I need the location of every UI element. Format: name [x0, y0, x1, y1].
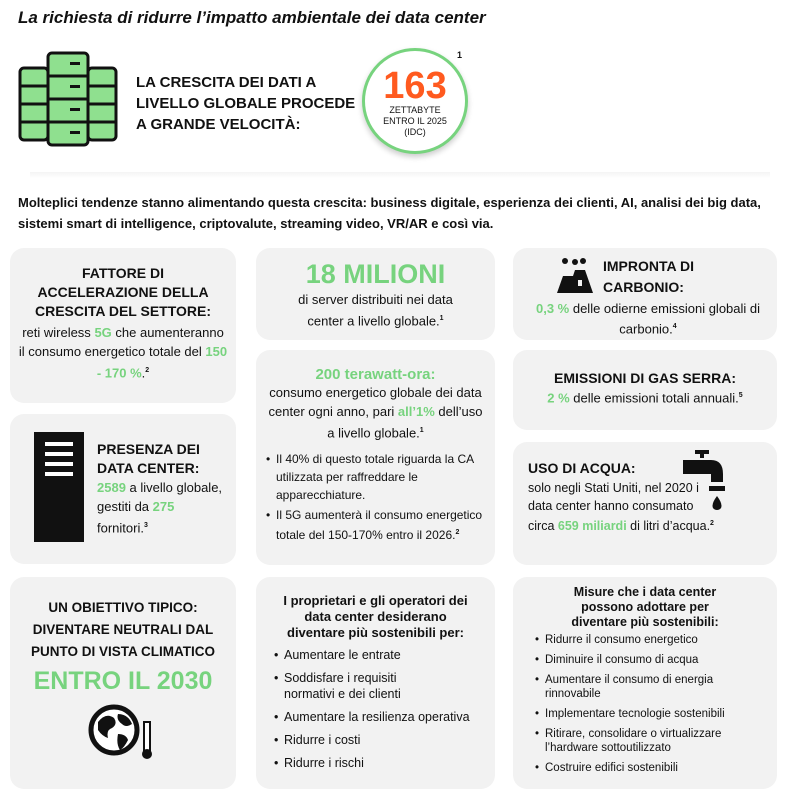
bullet-item: • Ridurre i costi: [274, 732, 477, 748]
card-text: di server distribuiti nei data center a livello globale.$^1$: [298, 292, 453, 329]
card-text: 2 % delle emissioni totali annuali.$^5$: [547, 390, 743, 406]
server-rack-icon: [18, 50, 118, 150]
bullet-item: • Ritirare, consolidare o virtualizzare l’hardware sottoutilizzato: [535, 727, 755, 755]
card-big-number: 18 MILIONI: [305, 259, 446, 289]
hero-number: 163: [383, 65, 447, 107]
card-highlight: ENTRO IL 2030: [33, 667, 213, 695]
card-text: 0,3 % delle odierne emissioni globali di carbonio.$^4$: [535, 301, 761, 337]
intro-text: Molteplici tendenze stanno alimentando questa crescita: business digitale, esperienza dei clienti, AI, analisi dei big data, sistemi smart di intelligence, criptovalute, streaming video, VR/AR e così via.: [18, 195, 761, 231]
card-title: EMISSIONI DI GAS SERRA:: [553, 370, 737, 386]
bullet-item: • Ridurre il consumo energetico: [535, 633, 755, 647]
card-fattore: [10, 248, 236, 403]
globe-thermometer-icon: [88, 702, 158, 762]
bullet-item: • Costruire edifici sostenibili: [535, 761, 755, 775]
card-misure: [513, 577, 777, 789]
bullet-item: • Implementare tecnologie sostenibili: [535, 707, 755, 721]
card-title: IMPRONTA DI CARBONIO:: [603, 258, 694, 295]
hero-circle: [362, 48, 468, 154]
bullet-item: • Ridurre i rischi: [274, 755, 477, 771]
bullet-item: • Il 40% di questo totale riguarda la CA utilizzata per raffreddare le apparecchiature.: [266, 450, 485, 504]
card-big-number: 200 terawatt-ora:: [315, 366, 436, 383]
card-server: [256, 248, 495, 340]
card-acqua: [513, 442, 777, 565]
card-obiettivo: [10, 577, 236, 789]
card-text: reti wireless 5G che aumenteranno il consumo energetico totale del 150 - 170 %.$^2$: [18, 325, 228, 381]
card-presenza: [10, 414, 236, 564]
card-text: solo negli Stati Uniti, nel 2020 i data center hanno consumato circa 659 miliardi di litri d’acqua.$^2$: [528, 481, 714, 534]
page-title: La richiesta di ridurre l’impatto ambientale dei data center: [18, 8, 486, 27]
bullet-item: • Aumentare le entrate: [274, 647, 477, 663]
bullet-item: • Aumentare la resilienza operativa: [274, 709, 477, 725]
card-title: USO DI ACQUA:: [528, 460, 636, 476]
card-impronta: [513, 248, 777, 340]
data-center-tower-icon: [34, 432, 84, 542]
card-gas: [513, 350, 777, 430]
hero-text: LA CRESCITA DEI DATI A LIVELLO GLOBALE PROCEDE A GRANDE VELOCITÀ:: [136, 74, 356, 133]
card-title: I proprietari e gli operatori dei data center desiderano diventare più sostenibili per:: [283, 593, 468, 640]
card-title: FATTORE DI ACCELERAZIONE DELLA CRESCITA DEL SETTORE:: [34, 265, 212, 319]
hero-footnote: 1: [457, 50, 463, 60]
bullet-item: • Soddisfare i requisiti normativi e dei clienti: [274, 670, 477, 702]
card-text: 2589 a livello globale, gestiti da 275 fornitori.$^3$: [97, 480, 223, 536]
card-energia: [256, 350, 495, 565]
divider: [30, 172, 770, 178]
hero-number-label: ZETTABYTE ENTRO IL 2025 (IDC): [383, 105, 447, 137]
card-proprietari: [256, 577, 495, 789]
card-title: PRESENZA DEI DATA CENTER:: [97, 441, 200, 476]
bullet-item: • Il 5G aumenterà il consumo energetico totale del 150-170% entro il 2026.$^2$: [266, 506, 485, 544]
card-text: consumo energetico globale dei data center ogni anno, pari all’1% dell’uso a livello globale.$^1$: [268, 385, 483, 441]
card-title: UN OBIETTIVO TIPICO: DIVENTARE NEUTRALI DAL PUNTO DI VISTA CLIMATICO: [31, 600, 215, 659]
factory-plant-icon: [555, 256, 595, 294]
bullet-item: • Aumentare il consumo di energia rinnovabile: [535, 673, 755, 701]
card-title: Misure che i data center possono adottare per diventare più sostenibili:: [571, 585, 719, 629]
bullet-item: • Diminuire il consumo di acqua: [535, 653, 755, 667]
